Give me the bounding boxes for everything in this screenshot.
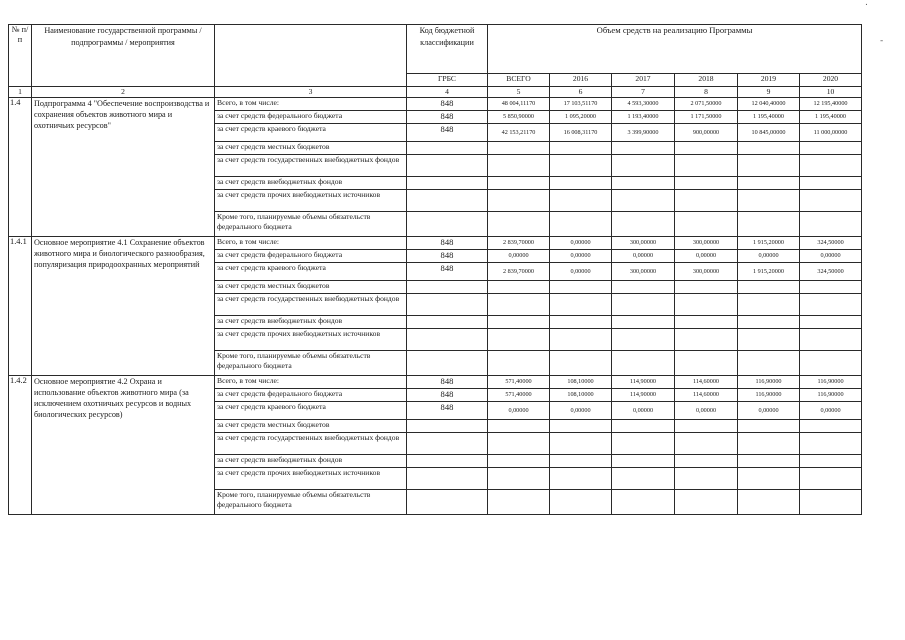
amount-year: 114,90000: [612, 389, 675, 402]
header-year: 2018: [675, 74, 738, 87]
amount-year: 0,00000: [612, 402, 675, 420]
header-year: 2020: [800, 74, 862, 87]
column-index: 10: [800, 87, 862, 98]
grbs-code: [407, 155, 488, 177]
amount-year: [675, 433, 738, 455]
amount-year: 108,10000: [550, 376, 612, 389]
grbs-code: [407, 455, 488, 468]
amount-year: [800, 490, 862, 515]
amount-year: 108,10000: [550, 389, 612, 402]
amount-year: 1 095,20000: [550, 111, 612, 124]
amount-year: [738, 455, 800, 468]
funding-source-label: за счет средств государственных внебюджетных фондов: [215, 294, 407, 316]
column-index: 2: [32, 87, 215, 98]
amount-total: [488, 420, 550, 433]
grbs-code: [407, 190, 488, 212]
amount-year: 1 193,40000: [612, 111, 675, 124]
amount-year: 2 071,50000: [675, 98, 738, 111]
row-index: 1.4.1: [9, 237, 32, 376]
amount-year: [800, 212, 862, 237]
amount-total: 0,00000: [488, 402, 550, 420]
amount-year: [550, 468, 612, 490]
amount-year: 10 845,00000: [738, 124, 800, 142]
amount-year: [550, 177, 612, 190]
amount-year: 116,90000: [800, 376, 862, 389]
amount-year: [738, 351, 800, 376]
amount-year: [612, 433, 675, 455]
funding-source-label: Кроме того, планируемые объемы обязательств федерального бюджета: [215, 351, 407, 376]
amount-year: 4 593,30000: [612, 98, 675, 111]
amount-year: [612, 155, 675, 177]
grbs-code: [407, 212, 488, 237]
header-code: Код бюджетной классификации: [407, 25, 488, 74]
amount-year: 324,50000: [800, 263, 862, 281]
column-index: 9: [738, 87, 800, 98]
amount-year: [738, 281, 800, 294]
amount-year: [738, 420, 800, 433]
amount-year: 0,00000: [738, 402, 800, 420]
amount-year: [675, 455, 738, 468]
amount-year: 116,90000: [738, 376, 800, 389]
amount-year: [612, 490, 675, 515]
block-total-row: [9, 237, 862, 250]
amount-year: 900,00000: [675, 124, 738, 142]
funding-source-label: за счет средств прочих внебюджетных источников: [215, 468, 407, 490]
amount-year: [612, 351, 675, 376]
amount-year: 12 195,40000: [800, 98, 862, 111]
amount-year: [800, 190, 862, 212]
amount-year: [675, 351, 738, 376]
funding-source-label: за счет средств федерального бюджета: [215, 111, 407, 124]
amount-year: [675, 212, 738, 237]
amount-year: 1 915,20000: [738, 237, 800, 250]
amount-year: [800, 177, 862, 190]
amount-total: 2 839,70000: [488, 237, 550, 250]
header-volume: Объем средств на реализацию Программы: [488, 25, 862, 74]
amount-year: [612, 455, 675, 468]
amount-year: 17 103,51170: [550, 98, 612, 111]
amount-year: [800, 433, 862, 455]
amount-year: [550, 351, 612, 376]
amount-year: [675, 142, 738, 155]
amount-total: [488, 281, 550, 294]
amount-total: [488, 190, 550, 212]
funding-source-label: за счет средств государственных внебюджетных фондов: [215, 433, 407, 455]
amount-year: 300,00000: [612, 263, 675, 281]
amount-year: [550, 490, 612, 515]
amount-year: [800, 455, 862, 468]
grbs-code: [407, 294, 488, 316]
amount-year: [612, 468, 675, 490]
amount-year: [738, 294, 800, 316]
amount-year: [738, 490, 800, 515]
grbs-code: 848: [407, 237, 488, 250]
amount-year: [800, 468, 862, 490]
amount-year: 0,00000: [612, 250, 675, 263]
amount-year: [800, 420, 862, 433]
funding-source-label: за счет средств краевого бюджета: [215, 124, 407, 142]
header-row: [9, 25, 862, 74]
amount-year: 16 008,31170: [550, 124, 612, 142]
amount-total: [488, 455, 550, 468]
amount-total: 2 839,70000: [488, 263, 550, 281]
scan-mark-top: .: [865, 0, 868, 8]
funding-source-label: за счет средств прочих внебюджетных источников: [215, 190, 407, 212]
amount-year: [675, 316, 738, 329]
amount-total: 0,00000: [488, 250, 550, 263]
grbs-code: 848: [407, 376, 488, 389]
amount-year: 0,00000: [675, 250, 738, 263]
grbs-code: 848: [407, 111, 488, 124]
amount-total: [488, 490, 550, 515]
amount-total: [488, 351, 550, 376]
funding-source-label: Кроме того, планируемые объемы обязательств федерального бюджета: [215, 490, 407, 515]
amount-year: [612, 177, 675, 190]
grbs-code: [407, 177, 488, 190]
amount-year: [550, 142, 612, 155]
grbs-code: 848: [407, 263, 488, 281]
column-index: 5: [488, 87, 550, 98]
grbs-code: 848: [407, 250, 488, 263]
program-name: Основное мероприятие 4.2 Охрана и использование объектов животного мира (за исключением охотничьих ресурсов и водных биологических ресурсов): [32, 376, 215, 515]
amount-year: [550, 294, 612, 316]
amount-year: [738, 468, 800, 490]
grbs-code: [407, 281, 488, 294]
grbs-code: [407, 468, 488, 490]
amount-total: [488, 316, 550, 329]
amount-year: [550, 433, 612, 455]
amount-year: 1 195,40000: [738, 111, 800, 124]
amount-total: [488, 212, 550, 237]
amount-year: [800, 351, 862, 376]
header-blank: [215, 25, 407, 87]
amount-total: 571,40000: [488, 389, 550, 402]
column-index: 6: [550, 87, 612, 98]
amount-year: [612, 420, 675, 433]
column-index: 1: [9, 87, 32, 98]
column-index-row: [9, 87, 862, 98]
grbs-code: 848: [407, 124, 488, 142]
amount-year: [738, 316, 800, 329]
funding-source-label: Всего, в том числе:: [215, 98, 407, 111]
amount-year: 300,00000: [675, 237, 738, 250]
amount-year: 114,90000: [612, 376, 675, 389]
amount-total: 5 850,90000: [488, 111, 550, 124]
row-index: 1.4: [9, 98, 32, 237]
amount-year: 0,00000: [675, 402, 738, 420]
amount-year: [612, 329, 675, 351]
amount-year: [675, 420, 738, 433]
header-num: № п/п: [9, 25, 32, 87]
amount-year: 12 040,40000: [738, 98, 800, 111]
amount-total: [488, 468, 550, 490]
grbs-code: [407, 433, 488, 455]
funding-source-label: Всего, в том числе:: [215, 237, 407, 250]
amount-year: [800, 294, 862, 316]
funding-source-label: за счет средств внебюджетных фондов: [215, 316, 407, 329]
amount-year: 0,00000: [550, 250, 612, 263]
amount-year: [800, 316, 862, 329]
amount-year: 300,00000: [675, 263, 738, 281]
funding-source-label: Кроме того, планируемые объемы обязательств федерального бюджета: [215, 212, 407, 237]
amount-year: 114,60000: [675, 389, 738, 402]
row-index: 1.4.2: [9, 376, 32, 515]
amount-year: [675, 155, 738, 177]
amount-total: [488, 177, 550, 190]
amount-year: 116,90000: [738, 389, 800, 402]
amount-year: 0,00000: [550, 263, 612, 281]
program-funding-table: [8, 24, 862, 515]
program-name: Основное мероприятие 4.1 Сохранение объектов животного мира и биологического разнообразия, популяризация природоохранных мероприятий: [32, 237, 215, 376]
block-total-row: [9, 376, 862, 389]
funding-source-label: за счет средств краевого бюджета: [215, 402, 407, 420]
amount-year: [675, 190, 738, 212]
amount-year: [612, 212, 675, 237]
amount-year: [612, 142, 675, 155]
amount-year: [800, 155, 862, 177]
amount-year: [738, 142, 800, 155]
amount-year: [738, 155, 800, 177]
amount-year: [800, 281, 862, 294]
amount-year: [550, 316, 612, 329]
amount-year: 1 195,40000: [800, 111, 862, 124]
header-year: 2017: [612, 74, 675, 87]
program-name: Подпрограмма 4 "Обеспечение воспроизводства и сохранения объектов животного мира и охотничьих ресурсов": [32, 98, 215, 237]
amount-year: 1 171,50000: [675, 111, 738, 124]
amount-year: 116,90000: [800, 389, 862, 402]
amount-year: [612, 281, 675, 294]
header-year: 2019: [738, 74, 800, 87]
amount-total: [488, 294, 550, 316]
amount-year: [612, 294, 675, 316]
amount-total: [488, 155, 550, 177]
amount-year: 114,60000: [675, 376, 738, 389]
amount-year: [738, 190, 800, 212]
amount-year: [738, 177, 800, 190]
grbs-code: 848: [407, 402, 488, 420]
amount-total: 571,40000: [488, 376, 550, 389]
amount-total: [488, 329, 550, 351]
amount-year: [550, 155, 612, 177]
column-index: 4: [407, 87, 488, 98]
grbs-code: [407, 420, 488, 433]
amount-year: 1 915,20000: [738, 263, 800, 281]
amount-year: [550, 420, 612, 433]
amount-year: 0,00000: [738, 250, 800, 263]
grbs-code: [407, 351, 488, 376]
amount-year: [738, 433, 800, 455]
amount-year: [675, 177, 738, 190]
amount-year: 0,00000: [800, 402, 862, 420]
amount-year: [738, 329, 800, 351]
funding-source-label: за счет средств государственных внебюджетных фондов: [215, 155, 407, 177]
funding-source-label: за счет средств прочих внебюджетных источников: [215, 329, 407, 351]
grbs-code: [407, 316, 488, 329]
amount-year: [550, 212, 612, 237]
grbs-code: [407, 490, 488, 515]
scan-mark-right: -: [880, 36, 884, 46]
amount-year: [675, 281, 738, 294]
amount-total: [488, 142, 550, 155]
amount-year: [550, 281, 612, 294]
amount-year: [738, 212, 800, 237]
amount-total: 42 153,21170: [488, 124, 550, 142]
funding-source-label: Всего, в том числе:: [215, 376, 407, 389]
amount-year: [675, 329, 738, 351]
column-index: 3: [215, 87, 407, 98]
amount-year: [675, 294, 738, 316]
amount-year: [800, 329, 862, 351]
header-grbs: ГРБС: [407, 74, 488, 87]
amount-year: [612, 316, 675, 329]
column-index: 8: [675, 87, 738, 98]
funding-source-label: за счет средств внебюджетных фондов: [215, 455, 407, 468]
funding-source-label: за счет средств местных бюджетов: [215, 142, 407, 155]
funding-source-label: за счет средств местных бюджетов: [215, 281, 407, 294]
amount-year: 0,00000: [800, 250, 862, 263]
amount-year: 11 000,00000: [800, 124, 862, 142]
grbs-code: 848: [407, 98, 488, 111]
grbs-code: 848: [407, 389, 488, 402]
amount-year: 0,00000: [550, 237, 612, 250]
grbs-code: [407, 329, 488, 351]
funding-source-label: за счет средств местных бюджетов: [215, 420, 407, 433]
amount-year: 0,00000: [550, 402, 612, 420]
amount-year: [550, 190, 612, 212]
amount-year: [550, 455, 612, 468]
amount-year: [550, 329, 612, 351]
funding-source-label: за счет средств федерального бюджета: [215, 250, 407, 263]
block-total-row: [9, 98, 862, 111]
amount-year: 3 399,90000: [612, 124, 675, 142]
grbs-code: [407, 142, 488, 155]
amount-year: [612, 190, 675, 212]
funding-source-label: за счет средств краевого бюджета: [215, 263, 407, 281]
header-name: Наименование государственной программы / подпрограммы / мероприятия: [32, 25, 215, 87]
header-total: ВСЕГО: [488, 74, 550, 87]
amount-total: [488, 433, 550, 455]
amount-year: 300,00000: [612, 237, 675, 250]
table-body: [9, 25, 862, 515]
amount-year: [800, 142, 862, 155]
amount-year: [675, 468, 738, 490]
funding-source-label: за счет средств внебюджетных фондов: [215, 177, 407, 190]
funding-source-label: за счет средств федерального бюджета: [215, 389, 407, 402]
amount-total: 48 004,11170: [488, 98, 550, 111]
column-index: 7: [612, 87, 675, 98]
amount-year: [675, 490, 738, 515]
header-year: 2016: [550, 74, 612, 87]
amount-year: 324,50000: [800, 237, 862, 250]
